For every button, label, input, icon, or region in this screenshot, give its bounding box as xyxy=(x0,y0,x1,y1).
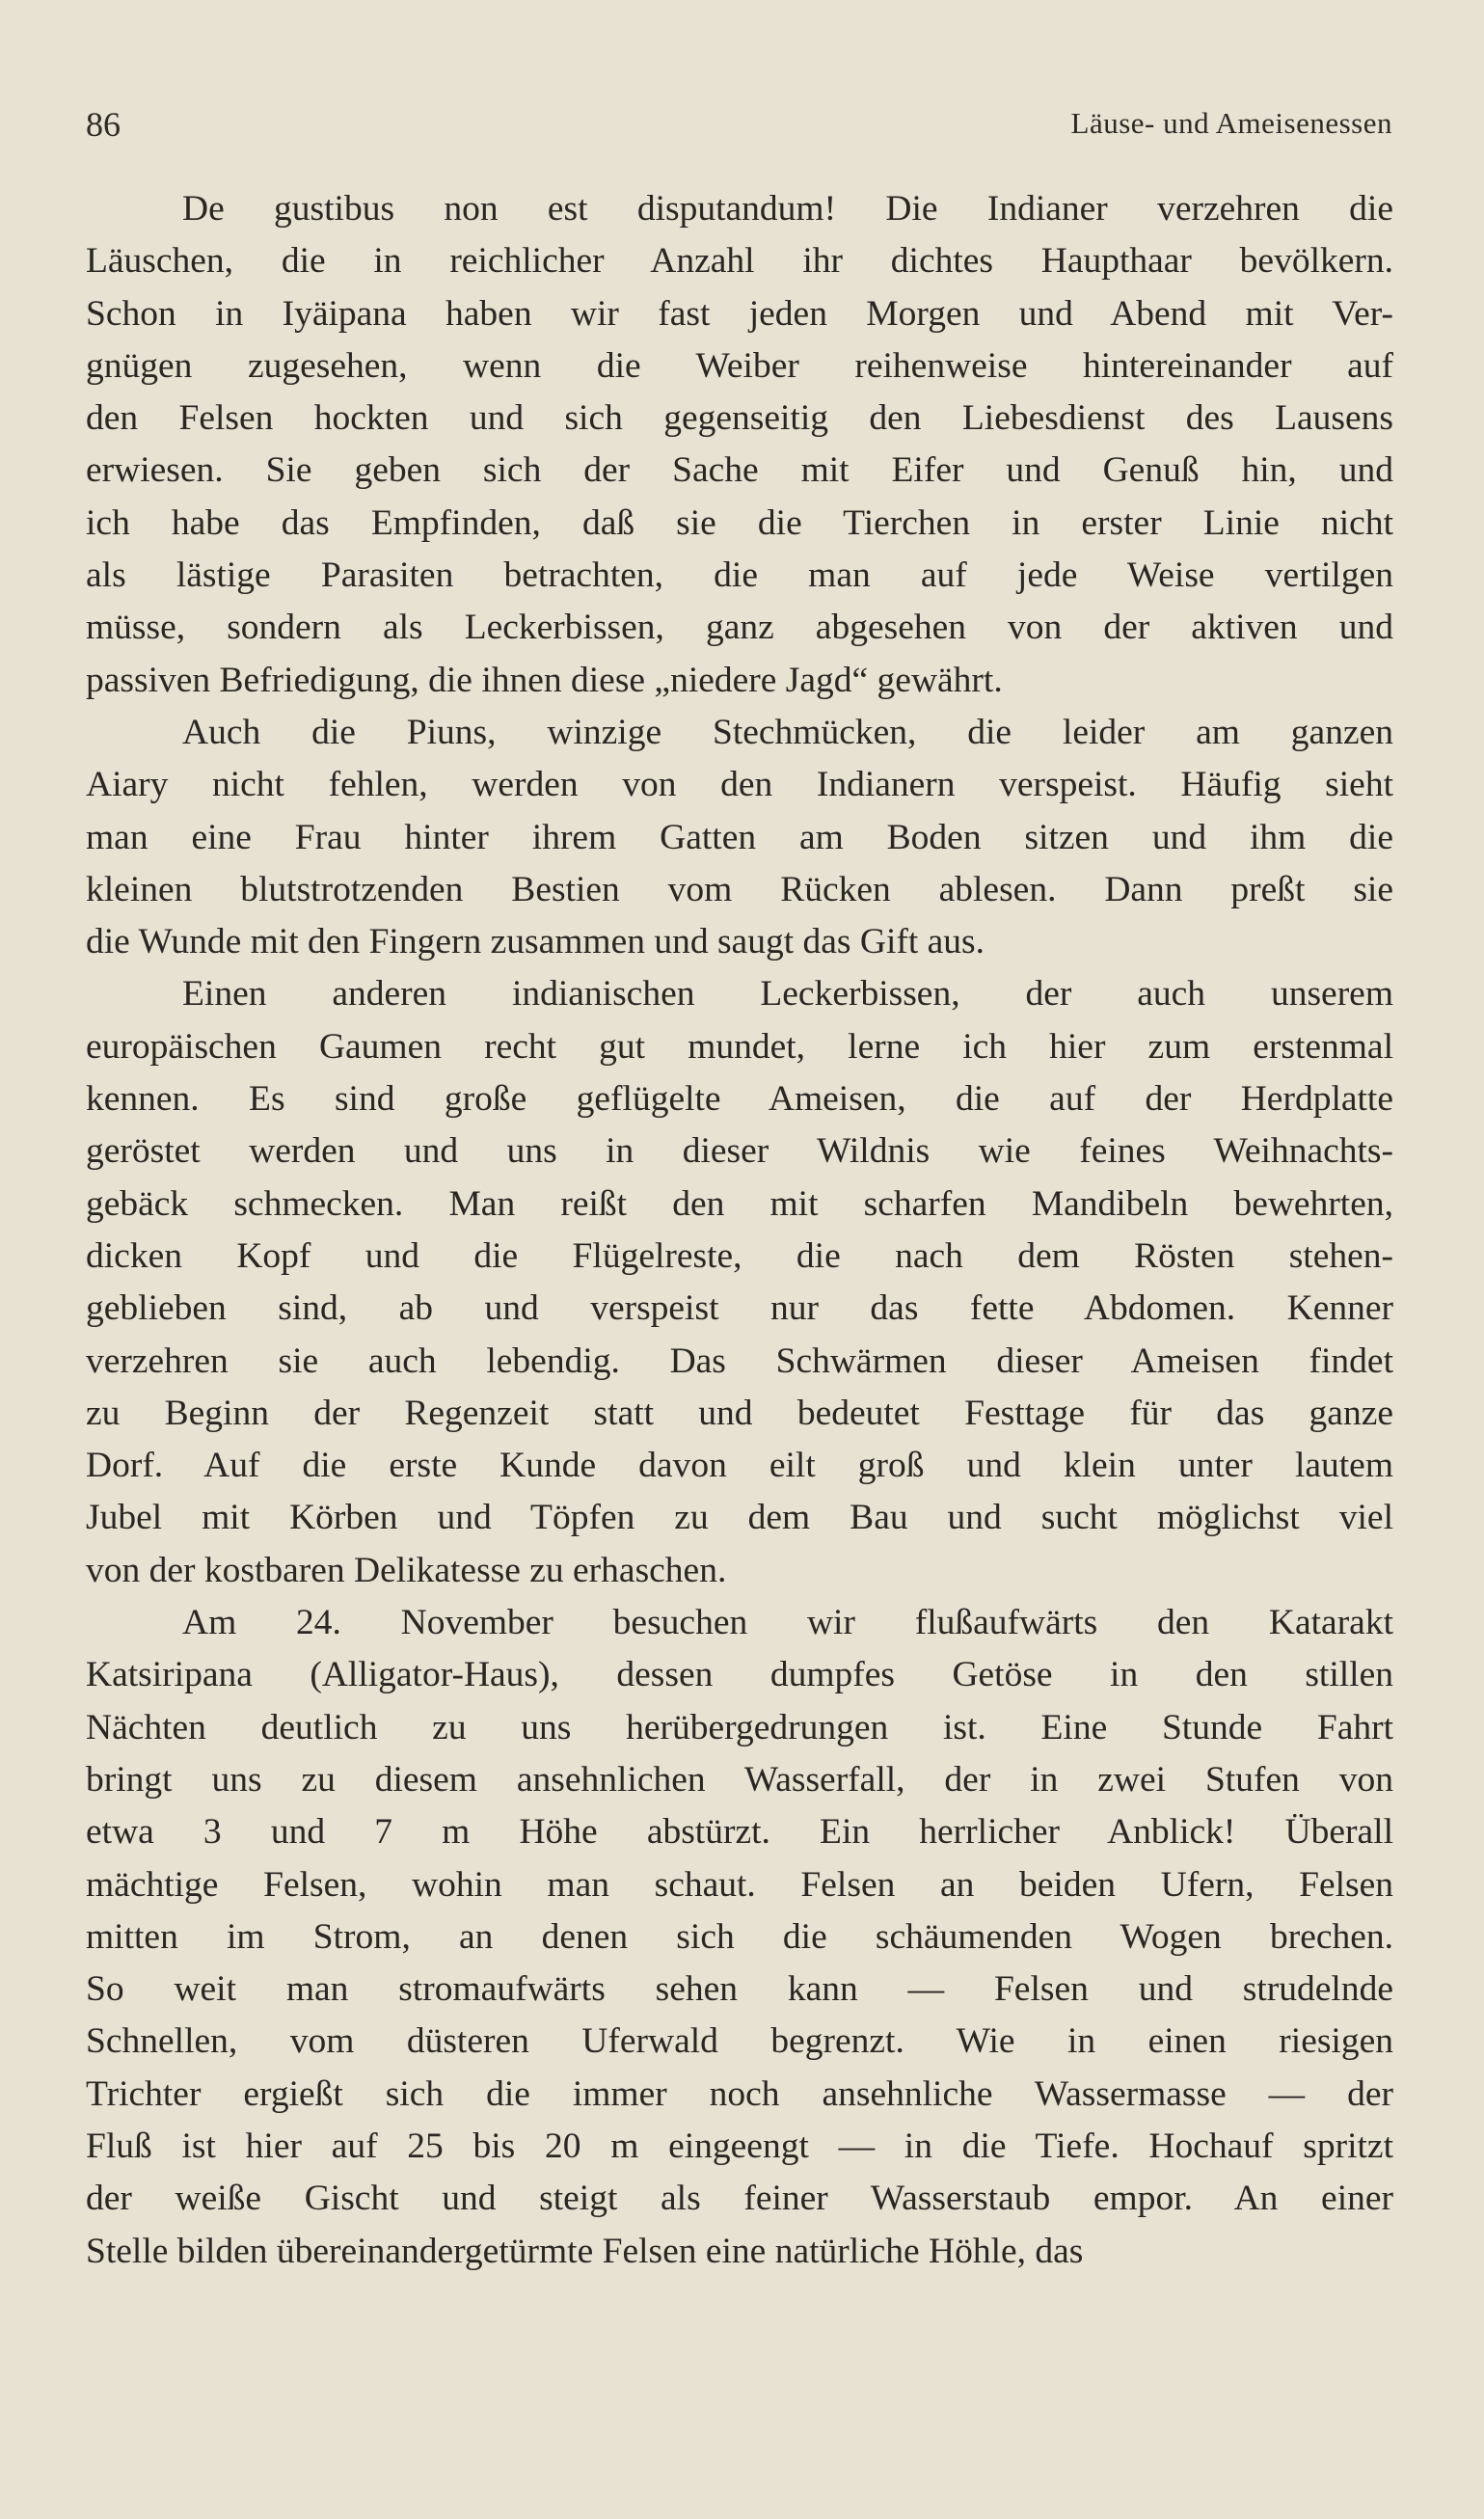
text-line: gebäck schmecken. Man reißt den mit scharfen Mandibeln bewehrten, xyxy=(86,1183,1393,1224)
text-line: zu Beginn der Regenzeit statt und bedeutet Festtage für das ganze xyxy=(86,1393,1393,1433)
text-line: man eine Frau hinter ihrem Gatten am Boden sitzen und ihm die xyxy=(86,817,1393,857)
text-line: als lästige Parasiten betrachten, die man auf jede Weise vertilgen xyxy=(86,555,1393,596)
page-number: 86 xyxy=(86,105,121,144)
text-line: De gustibus non est disputandum! Die Indianer verzehren die xyxy=(182,189,1393,229)
paragraph xyxy=(86,183,1393,707)
text-line: Stelle bilden übereinandergetürmte Felsen eine natürliche Höhle, das xyxy=(86,2231,1084,2271)
text-line: europäischen Gaumen recht gut mundet, lerne ich hier zum erstenmal xyxy=(86,1026,1393,1067)
text-line: geblieben sind, ab und verspeist nur das fette Abdomen. Kenner xyxy=(86,1288,1393,1329)
text-line: gnügen zugesehen, wenn die Weiber reihenweise hintereinander auf xyxy=(86,345,1393,386)
text-line: Dorf. Auf die erste Kunde davon eilt groß und klein unter lautem xyxy=(86,1446,1393,1486)
text-line: Schnellen, vom düsteren Uferwald begrenzt. Wie in einen riesigen xyxy=(86,2021,1393,2062)
running-head: Läuse- und Ameisenessen xyxy=(1070,106,1392,140)
text-line: Trichter ergießt sich die immer noch ansehnliche Wassermasse — der xyxy=(86,2073,1393,2114)
text-line: Läuschen, die in reichlicher Anzahl ihr dichtes Haupthaar bevölkern. xyxy=(86,241,1393,282)
text-line: Katsiripana (Alligator-Haus), dessen dumpfes Getöse in den stillen xyxy=(86,1655,1393,1695)
text-line: den Felsen hockten und sich gegenseitig den Liebesdienst des Lausens xyxy=(86,398,1393,439)
text-line: Jubel mit Körben und Töpfen zu dem Bau und sucht möglichst viel xyxy=(86,1498,1393,1538)
text-line: So weit man stromaufwärts sehen kann — Felsen und strudelnde xyxy=(86,1969,1393,2010)
text-line: Am 24. November besuchen wir flußaufwärts den Katarakt xyxy=(182,1603,1393,1643)
body-text xyxy=(86,183,1393,2278)
text-line: mitten im Strom, an denen sich die schäumenden Wogen brechen. xyxy=(86,1916,1393,1957)
text-line: kennen. Es sind große geflügelte Ameisen, die auf der Herdplatte xyxy=(86,1079,1393,1120)
text-line: erwiesen. Sie geben sich der Sache mit Eifer und Genuß hin, und xyxy=(86,450,1393,491)
text-line: von der kostbaren Delikatesse zu erhaschen. xyxy=(86,1550,727,1590)
text-line: kleinen blutstrotzenden Bestien vom Rücken ablesen. Dann preßt sie xyxy=(86,869,1393,909)
text-line: Fluß ist hier auf 25 bis 20 m eingeengt — in die Tiefe. Hochauf spritzt xyxy=(86,2126,1393,2166)
paragraph xyxy=(86,707,1393,968)
paragraph xyxy=(86,1597,1393,2278)
text-line: der weiße Gischt und steigt als feiner Wasserstaub empor. An einer xyxy=(86,2179,1393,2219)
text-line: Aiary nicht fehlen, werden von den Indianern verspeist. Häufig sieht xyxy=(86,765,1393,805)
text-line: etwa 3 und 7 m Höhe abstürzt. Ein herrlicher Anblick! Überall xyxy=(86,1812,1393,1853)
text-line: Auch die Piuns, winzige Stechmücken, die leider am ganzen xyxy=(182,712,1393,752)
text-line: Einen anderen indianischen Leckerbissen, der auch unserem xyxy=(182,974,1393,1015)
text-line: verzehren sie auch lebendig. Das Schwärmen dieser Ameisen findet xyxy=(86,1341,1393,1381)
text-line: mächtige Felsen, wohin man schaut. Felsen an beiden Ufern, Felsen xyxy=(86,1864,1393,1905)
text-line: dicken Kopf und die Flügelreste, die nach dem Rösten stehen- xyxy=(86,1235,1393,1276)
page-header xyxy=(86,104,1392,143)
text-line: Nächten deutlich zu uns herübergedrungen ist. Eine Stunde Fahrt xyxy=(86,1707,1393,1747)
text-line: ich habe das Empfinden, daß sie die Tierchen in erster Linie nicht xyxy=(86,502,1393,543)
text-line: müsse, sondern als Leckerbissen, ganz abgesehen von der aktiven und xyxy=(86,608,1393,648)
text-line: die Wunde mit den Fingern zusammen und saugt das Gift aus. xyxy=(86,922,985,962)
text-line: passiven Befriedigung, die ihnen diese „niedere Jagd“ gewährt. xyxy=(86,660,1003,700)
text-line: Schon in Iyäipana haben wir fast jeden Morgen und Abend mit Ver- xyxy=(86,293,1393,334)
text-line: geröstet werden und uns in dieser Wildnis wie feines Weihnachts- xyxy=(86,1131,1393,1172)
paragraph xyxy=(86,968,1393,1597)
text-line: bringt uns zu diesem ansehnlichen Wasserfall, der in zwei Stufen von xyxy=(86,1759,1393,1800)
